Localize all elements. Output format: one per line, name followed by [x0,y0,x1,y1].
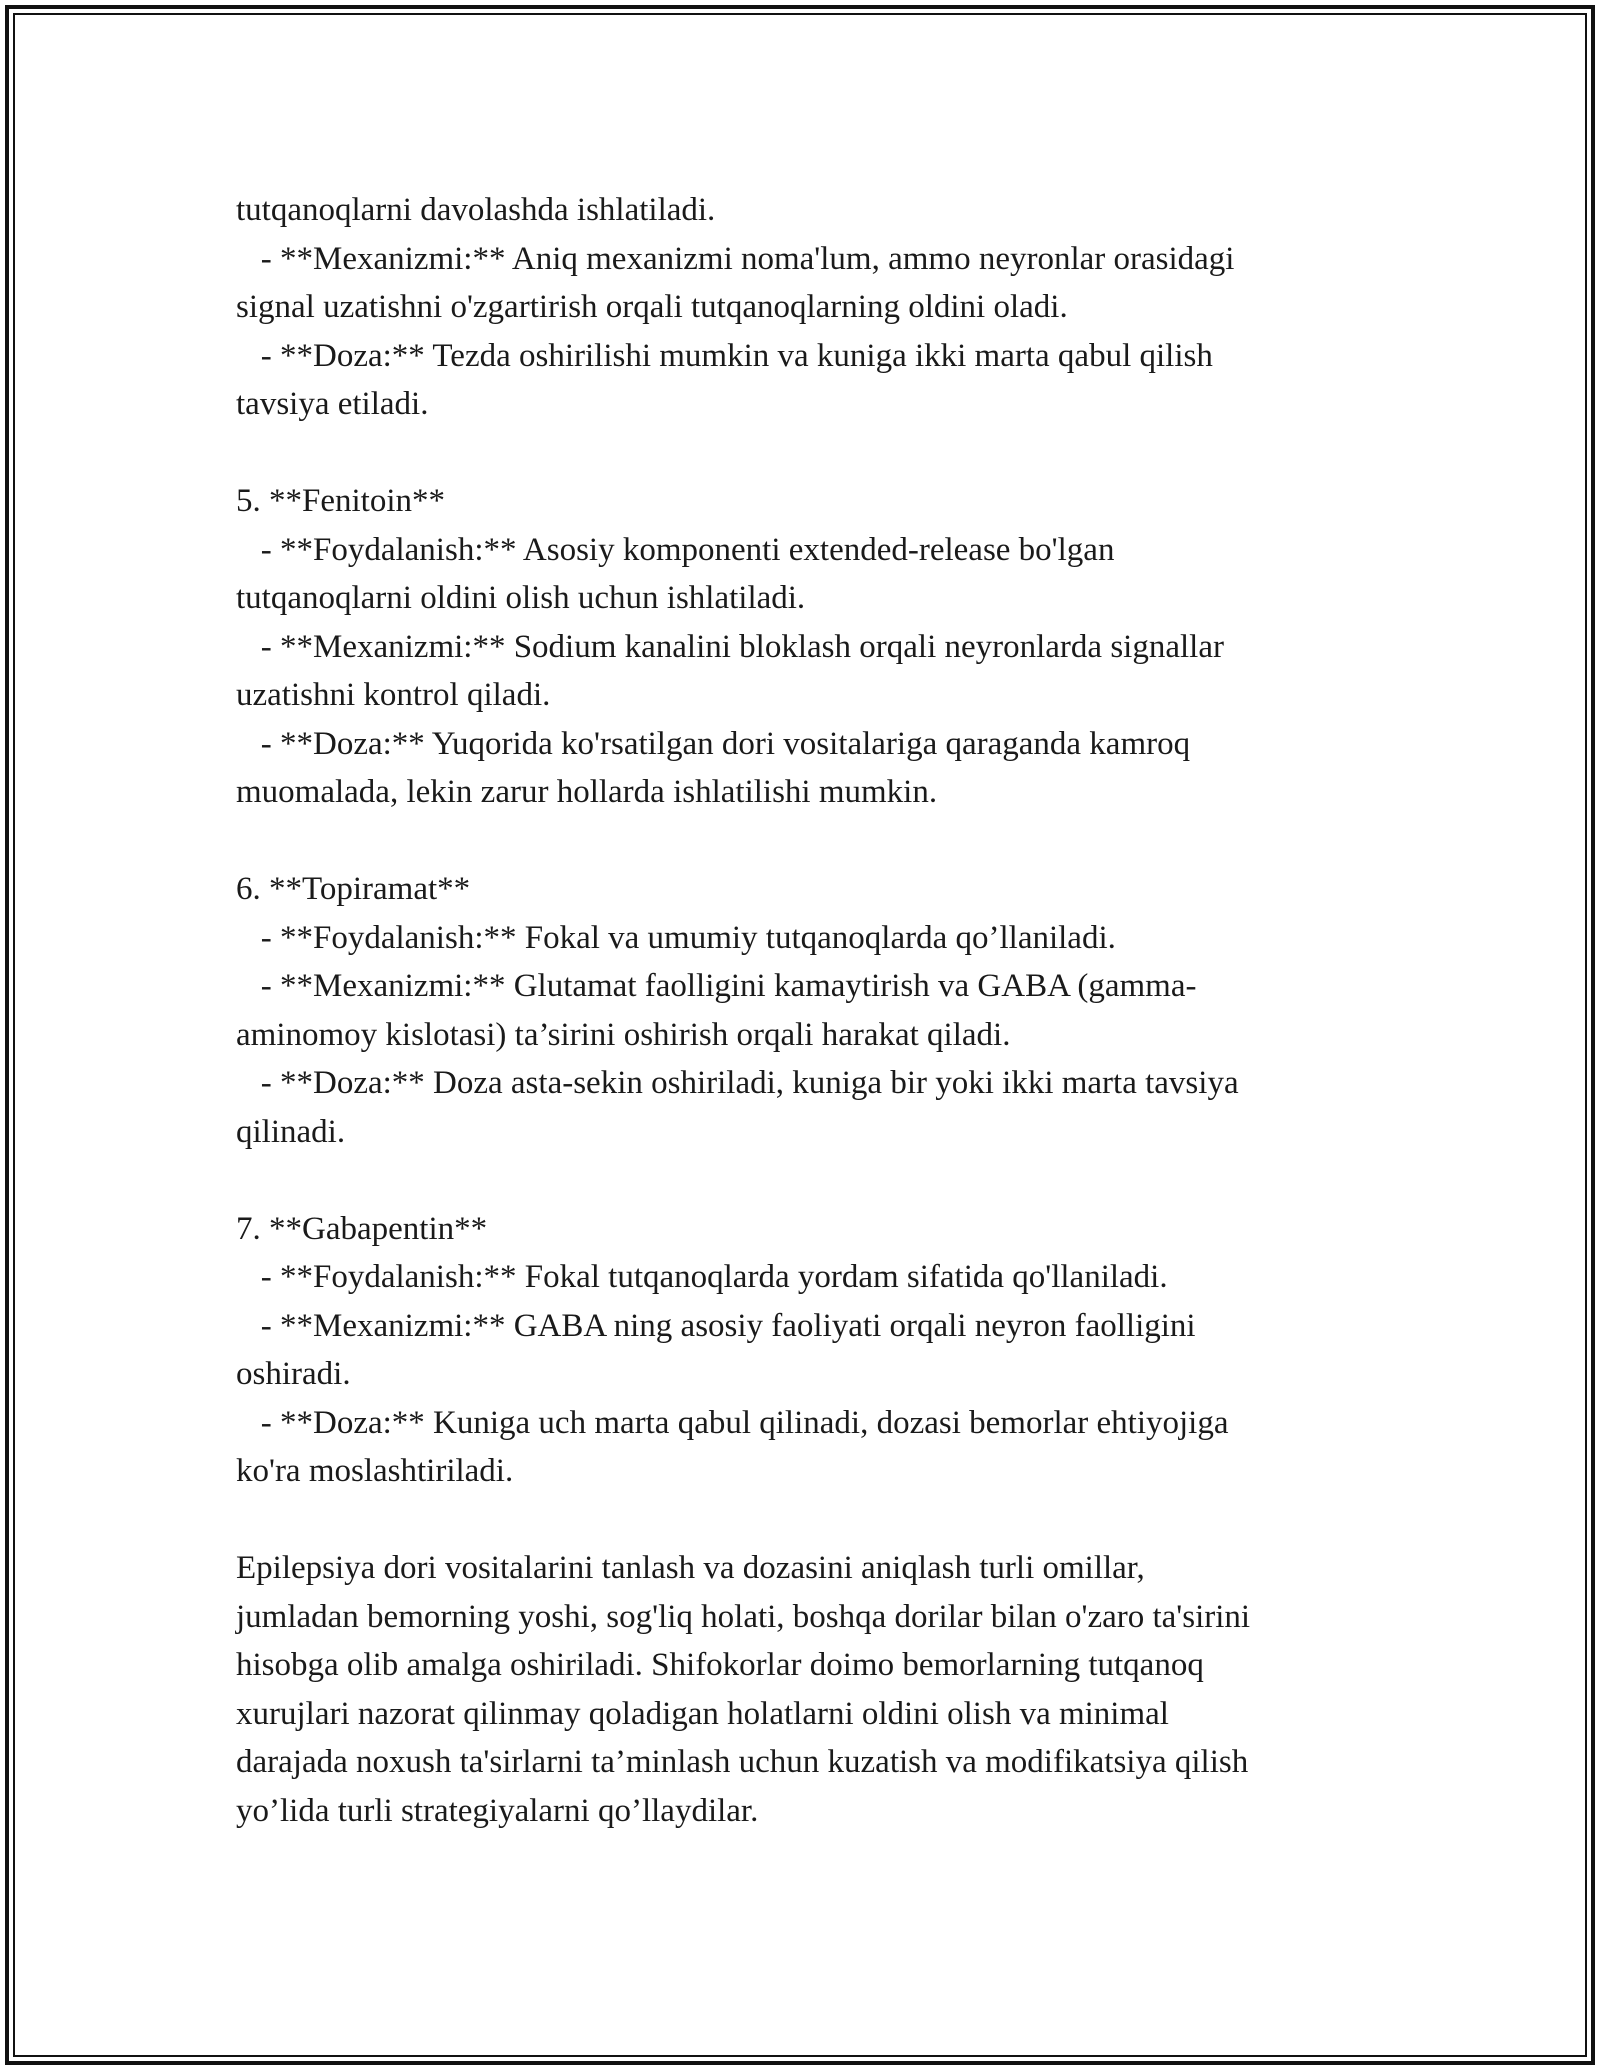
text-line: tutqanoqlarni davolashda ishlatiladi. [236,192,716,228]
text-line: - **Mexanizmi:** Glutamat faolligini kamaytirish va GABA (gamma- [236,968,1197,1004]
text-line: uzatishni kontrol qiladi. [236,677,551,713]
paragraph-gap [236,1156,1366,1205]
text-line: hisobga olib amalga oshiriladi. Shifokorlar doimo bemorlarning tutqanoq [236,1647,1204,1683]
document-body [236,186,1366,1835]
text-line: - **Doza:** Doza asta-sekin oshiriladi, kuniga bir yoki ikki marta tavsiya [236,1065,1239,1101]
text-line: signal uzatishni o'zgartirish orqali tutqanoqlarning oldini oladi. [236,289,1068,325]
text-line: tutqanoqlarni oldini olish uchun ishlatiladi. [236,580,806,616]
drug-section-fenitoin [236,477,1366,817]
text-line: xurujlari nazorat qilinmay qoladigan holatlarni oldini olish va minimal [236,1695,1169,1732]
text-line: darajada noxush ta'sirlarni ta’minlash uchun kuzatish va modifikatsiya qilish [236,1744,1249,1780]
drug-section-topiramat [236,865,1366,1156]
text-line: - **Doza:** Kuniga uch marta qabul qilinadi, dozasi bemorlar ehtiyojiga [236,1404,1229,1441]
text-line: yo’lida turli strategiyalarni qo’llaydilar. [236,1792,759,1829]
drug-heading: 7. **Gabapentin** [236,1210,488,1247]
paragraph-gap [236,429,1366,478]
drug-heading: 5. **Fenitoin** [236,483,446,519]
drug-heading: 6. **Topiramat** [236,871,471,907]
text-line: muomalada, lekin zarur hollarda ishlatilishi mumkin. [236,774,938,810]
text-line: aminomoy kislotasi) ta’sirini oshirish orqali harakat qiladi. [236,1016,1011,1053]
text-line: - **Foydalanish:** Fokal va umumiy tutqanoqlarda qo’llaniladi. [236,919,1116,956]
text-line: - **Mexanizmi:** Sodium kanalini bloklash orqali neyronlarda signallar [236,628,1224,665]
drug-section-gabapentin [236,1205,1366,1496]
text-line: jumladan bemorning yoshi, sog'liq holati, boshqa dorilar bilan o'zaro ta'sirini [236,1598,1251,1635]
text-line: - **Mexanizmi:** GABA ning asosiy faoliyati orqali neyron faolligini [236,1307,1196,1344]
text-line: qilinadi. [236,1113,346,1150]
text-line: - **Foydalanish:** Fokal tutqanoqlarda yordam sifatida qo'llaniladi. [236,1259,1168,1295]
text-line: tavsiya etiladi. [236,386,429,422]
paragraph-gap [236,1496,1366,1545]
paragraph-gap [236,817,1366,866]
text-line: oshiradi. [236,1356,351,1392]
text-line: - **Mexanizmi:** Aniq mexanizmi noma'lum, ammo neyronlar orasidagi [236,240,1235,277]
text-line: Epilepsiya dori vositalarini tanlash va dozasini aniqlash turli omillar, [236,1550,1145,1586]
text-line: - **Doza:** Tezda oshirilishi mumkin va kuniga ikki marta qabul qilish [236,337,1213,374]
text-line: ko'ra moslashtiriladi. [236,1453,514,1489]
text-line: - **Foydalanish:** Asosiy komponenti extended-release bo'lgan [236,531,1115,568]
text-line: - **Doza:** Yuqorida ko'rsatilgan dori vositalariga qaraganda kamroq [236,725,1191,762]
conclusion-paragraph [236,1544,1366,1835]
